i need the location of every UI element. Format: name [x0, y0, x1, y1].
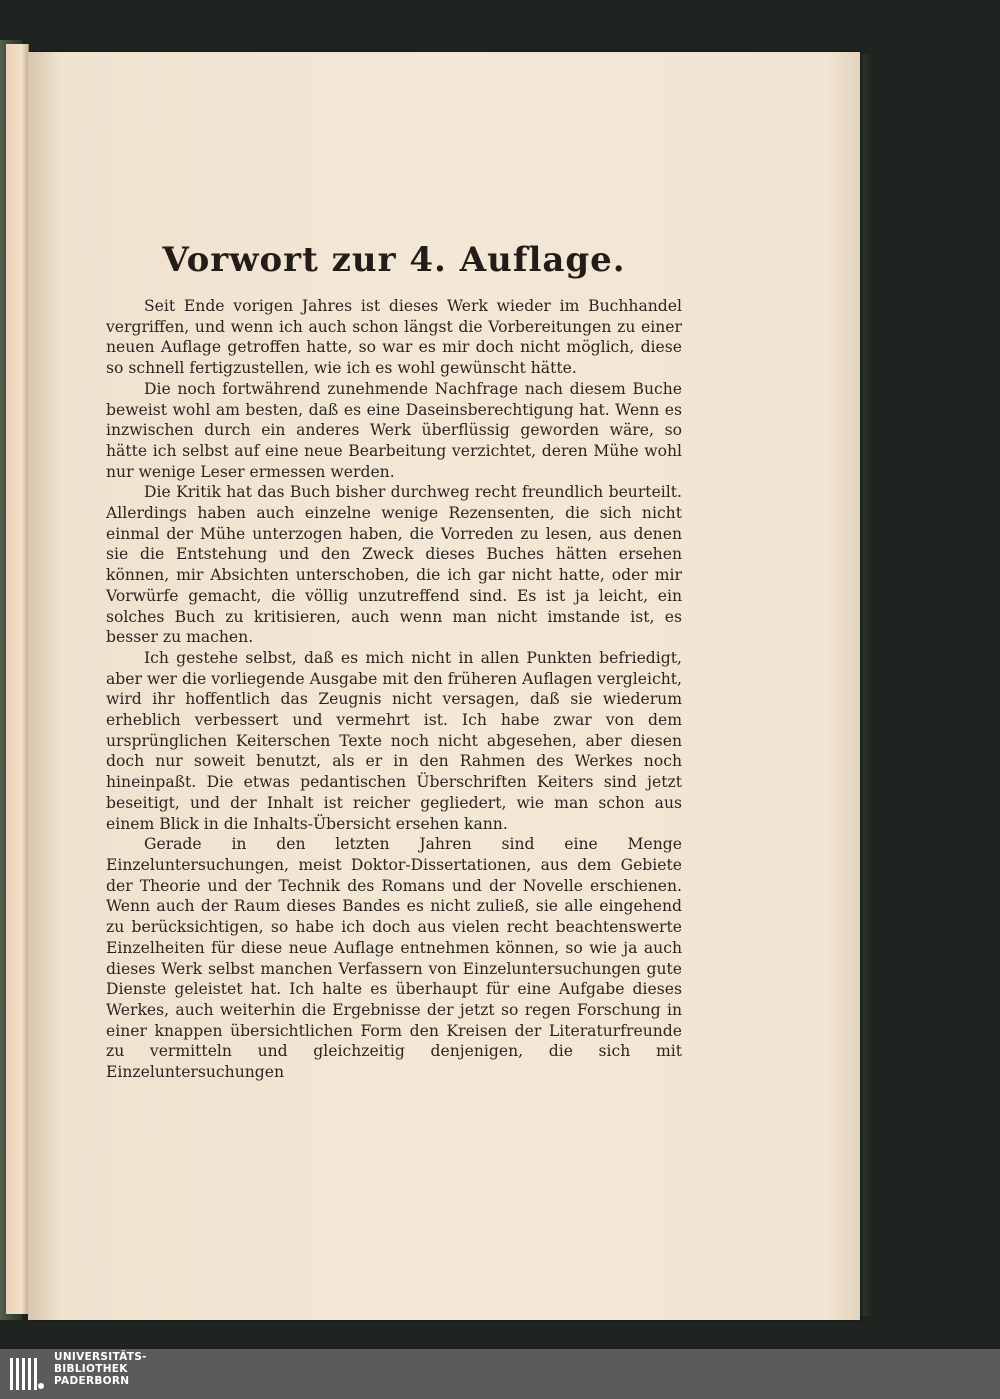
paragraph-4: Ich gestehe selbst, daß es mich nicht in allen Punkten befriedigt, aber wer die vorliegende Ausgabe mit den früheren Auflagen vergleicht, wird ihr hoffentlich das Zeugnis nicht versagen, daß sie wiederum erheblich verbessert und vermehrt ist. Ich habe zwar von dem ursprünglichen Keiterschen Texte noch nicht abgesehen, aber diesen doch nur soweit benutzt, als er in den Rahmen des Werkes noch hineinpaßt. Die etwas pedantischen Überschriften Keiters sind jetzt beseitigt, und der Inhalt ist reicher gegliedert, wie man schon aus einem Blick in die Inhalts-Übersicht ersehen kann. [106, 648, 682, 833]
page-title: Vorwort zur 4. Auflage. [162, 240, 626, 280]
paragraph-5: Gerade in den letzten Jahren sind eine Menge Einzeluntersuchungen, meist Doktor-Dissertationen, aus dem Gebiete der Theorie und der Technik des Romans und der Novelle erschienen. Wenn auch der Raum dieses Bandes es nicht zuließ, sie alle eingehend zu berücksichtigen, so habe ich doch aus vielen recht beachtenswerte Einzelheiten für diese neue Auflage entnehmen können, so wie ja auch dieses Werk selbst manchen Verfassern von Einzeluntersuchungen gute Dienste geleistet hat. Ich halte es überhaupt für eine Aufgabe dieses Werkes, auch weiterhin die Ergebnisse der jetzt so regen Forschung in einer knappen übersichtlichen Form den Kreisen der Literaturfreunde zu vermitteln und gleichzeitig denjenigen, die sich mit Einzeluntersuchungen [106, 835, 682, 1082]
left-page-edge [6, 44, 29, 1314]
logo-line-3: PADERBORN [54, 1375, 130, 1387]
paragraph-3: Die Kritik hat das Buch bisher durchweg recht freundlich beurteilt. Allerdings haben auch einzelne wenige Rezensenten, die sich nicht einmal der Mühe unterzogen haben, die Vorreden zu lesen, aus denen sie die Entstehung und den Zweck dieses Buches hätten ersehen können, mir Absichten unterschoben, die ich gar nicht hatte, oder mir Vorwürfe gemacht, die völlig unzutreffend sind. Es ist ja leicht, ein solches Buch zu kritisieren, auch wenn man nicht imstande ist, es besser zu machen. [106, 483, 682, 647]
page-text-block [106, 240, 682, 1083]
logo-line-1: UNIVERSITÄTS- [54, 1351, 147, 1363]
logo-line-2: BIBLIOTHEK [54, 1363, 128, 1375]
library-logo-icon [8, 1352, 48, 1396]
paragraph-2: Die noch fortwährend zunehmende Nachfrage nach diesem Buche beweist wohl am besten, daß es eine Daseinsberechtigung hat. Wenn es inzwischen durch ein anderes Werk überflüssig geworden wäre, so hätte ich selbst auf eine neue Bearbeitung verzichtet, deren Mühe wohl nur wenige Leser ermessen werden. [106, 379, 682, 481]
footer-bar [0, 1349, 1000, 1399]
book-cover-right [860, 54, 874, 1316]
paragraph-1: Seit Ende vorigen Jahres ist dieses Werk wieder im Buchhandel vergriffen, und wenn ich auch schon längst die Vorbereitungen zu einer neuen Auflage getroffen hatte, so war es mir doch nicht möglich, diese so schnell fertigzustellen, wie ich es wohl gewünscht hätte. [106, 297, 682, 378]
library-logo-text [54, 1351, 147, 1387]
